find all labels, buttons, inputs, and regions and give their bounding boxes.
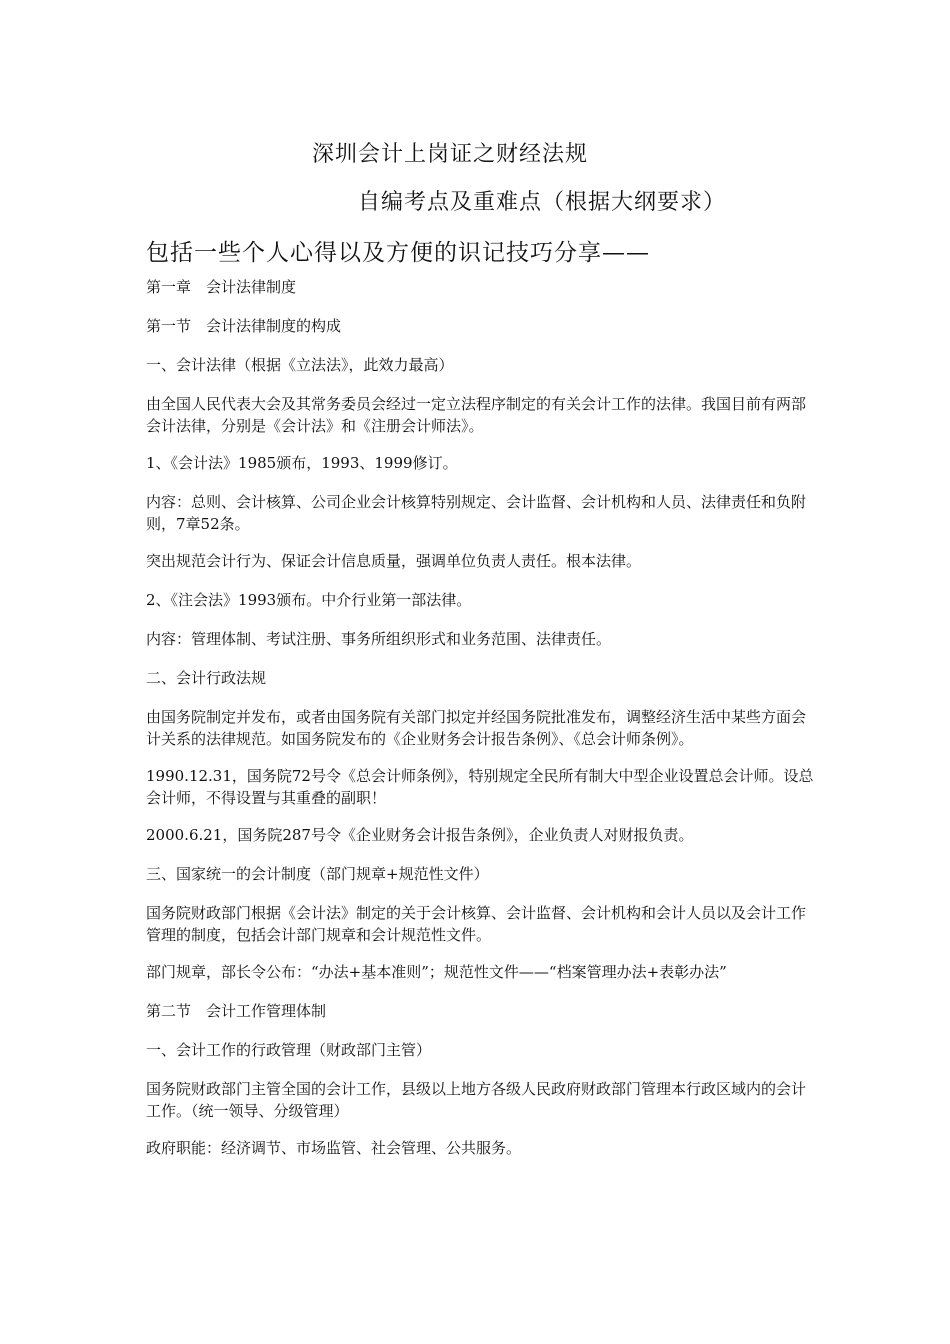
subsection-heading: 三、国家统一的会计制度（部门规章+规范性文件） (146, 865, 489, 883)
document-subtitle: 包括一些个人心得以及方便的识记技巧分享—— (146, 240, 650, 266)
paragraph: 2、《注会法》1993颁布。中介行业第一部法律。 (146, 591, 472, 609)
subsection-heading: 一、会计工作的行政管理（财政部门主管） (146, 1041, 432, 1059)
section-heading: 第二节 会计工作管理体制 (146, 1002, 327, 1020)
subsection-heading: 一、会计法律（根据《立法法》，此效力最高） (146, 356, 454, 374)
document-body (146, 276, 818, 1176)
paragraph: 1990.12.31，国务院72号令《总会计师条例》，特别规定全民所有制大中型企业设置总会计师。设总会计师，不得设置与其重叠的副职！ (146, 767, 814, 807)
paragraph: 政府职能：经济调节、市场监管、社会管理、公共服务。 (146, 1139, 522, 1157)
paragraph: 2000.6.21，国务院287号令《企业财务会计报告条例》，企业负责人对财报负责。 (146, 826, 694, 844)
section-heading: 第一节 会计法律制度的构成 (146, 317, 342, 335)
document-title-line-2: 自编考点及重难点（根据大纲要求） (358, 190, 727, 215)
paragraph: 由全国人民代表大会及其常务委员会经过一定立法程序制定的有关会计工作的法律。我国目前有两部会计法律，分别是《会计法》和《注册会计师法》。 (146, 395, 807, 435)
paragraph: 内容：管理体制、考试注册、事务所组织形式和业务范围、法律责任。 (146, 630, 612, 648)
paragraph: 国务院财政部门根据《会计法》制定的关于会计核算、会计监督、会计机构和会计人员以及会计工作管理的制度，包括会计部门规章和会计规范性文件。 (146, 904, 807, 944)
paragraph: 突出规范会计行为、保证会计信息质量，强调单位负责人责任。根本法律。 (146, 552, 642, 570)
paragraph: 1、《会计法》1985颁布，1993、1999修订。 (146, 454, 458, 472)
paragraph: 内容：总则、会计核算、公司企业会计核算特别规定、会计监督、会计机构和人员、法律责任和负附则，7章52条。 (146, 493, 807, 533)
document-title: 深圳会计上岗证之财经法规 (312, 142, 589, 167)
paragraph: 国务院财政部门主管全国的会计工作，县级以上地方各级人民政府财政部门管理本行政区域内的会计工作。（统一领导、分级管理） (146, 1080, 807, 1120)
chapter-heading: 第一章 会计法律制度 (146, 278, 297, 296)
paragraph: 由国务院制定并发布，或者由国务院有关部门拟定并经国务院批准发布，调整经济生活中某些方面会计关系的法律规范。如国务院发布的《企业财务会计报告条例》、《总会计师条例》。 (146, 708, 807, 748)
subsection-heading: 二、会计行政法规 (146, 669, 267, 687)
paragraph: 部门规章，部长令公布：“办法+基本准则”；规范性文件——“档案管理办法+表彰办法” (146, 963, 727, 981)
